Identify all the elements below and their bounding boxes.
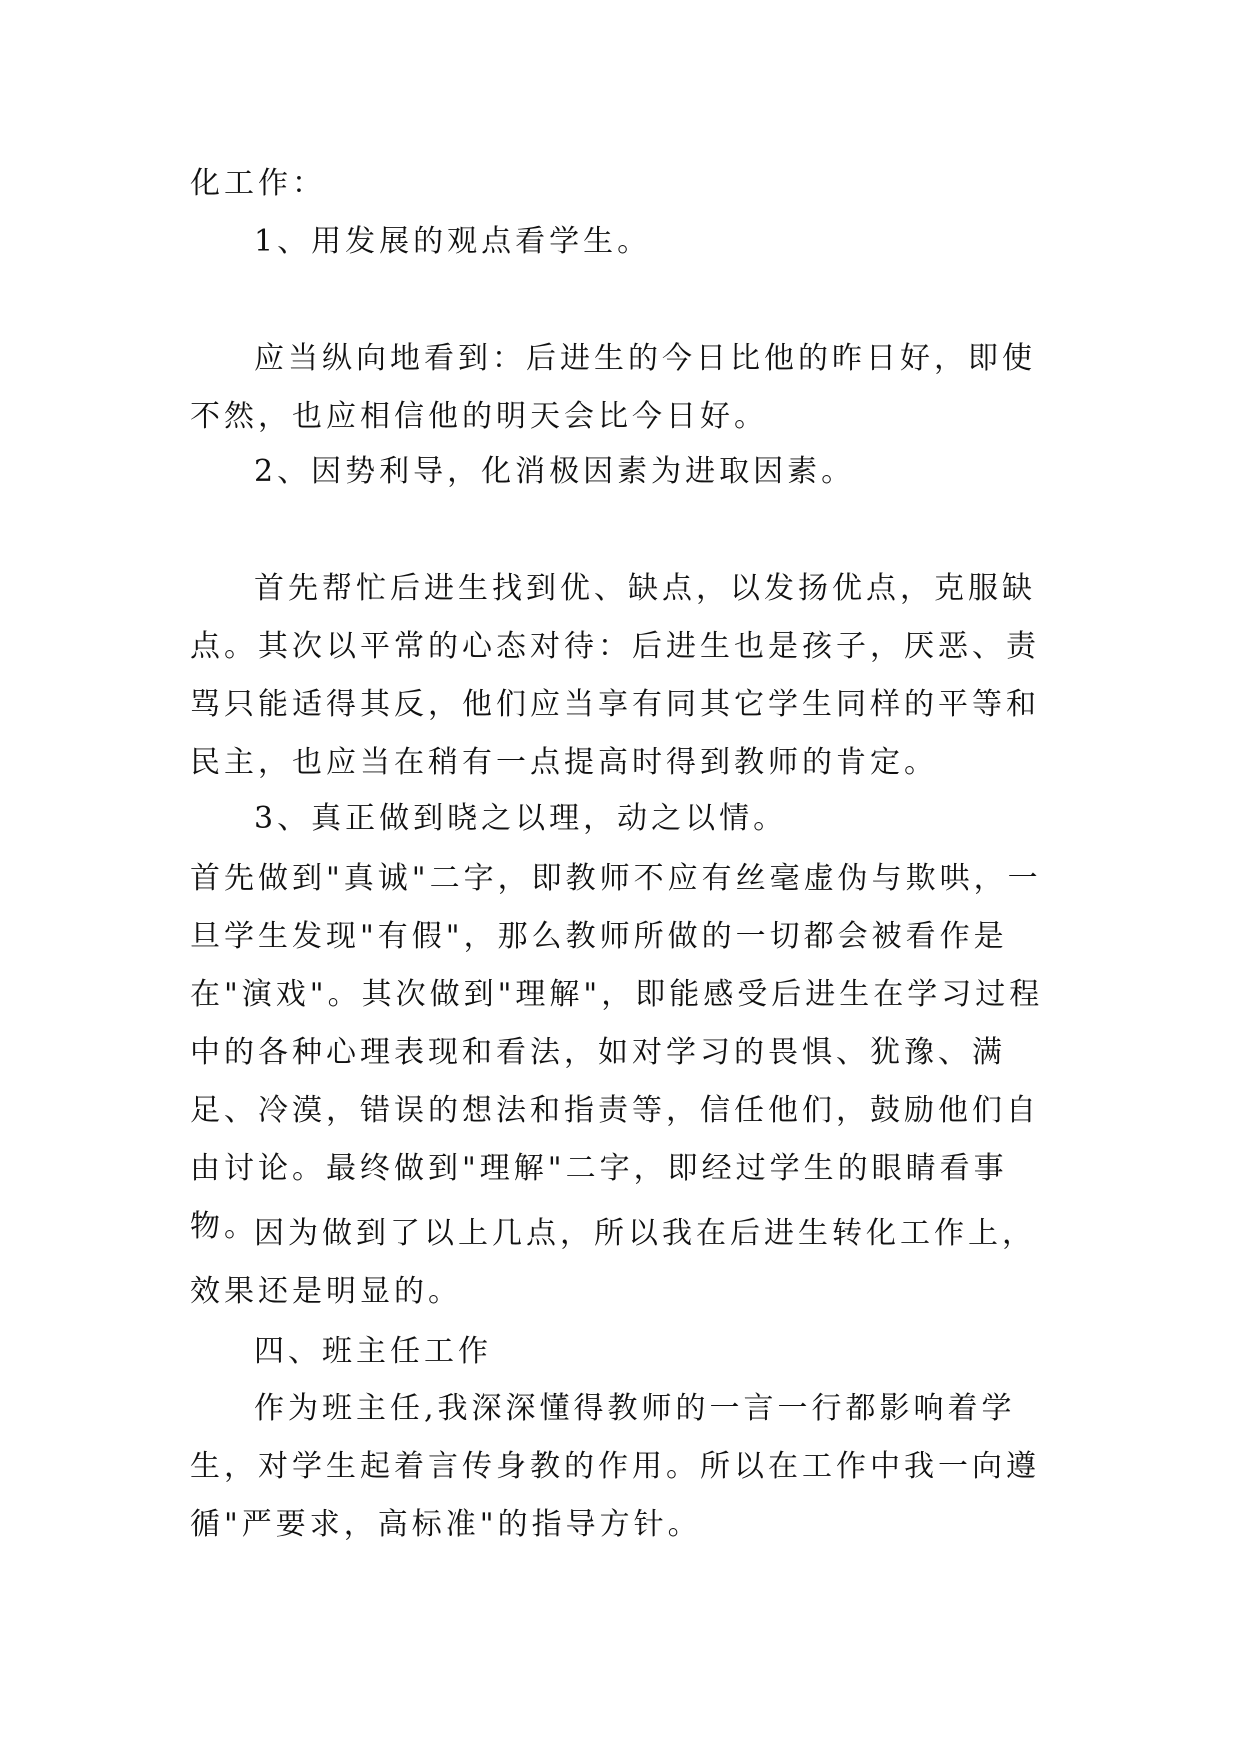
paragraph-point-1-body: 应当纵向地看到：后进生的今日比他的昨日好，即使不然，也应相信他的明天会比今日好。: [190, 341, 1036, 434]
paragraph-class-teacher: 作为班主任,我深深懂得教师的一言一行都影响着学生，对学生起着言传身教的作用。所以在工作中我一向遵循"严要求，高标准"的指导方针。: [190, 1391, 1040, 1542]
point-heading-3: 3、真正做到晓之以理，动之以情。: [254, 801, 788, 836]
point-heading-2: 2、因势利导，化消极因素为进取因素。: [254, 454, 856, 489]
paragraph-result: 因为做到了以上几点，所以我在后进生转化工作上，效果还是明显的。: [190, 1216, 1036, 1309]
paragraph-continuation: 化工作：: [190, 166, 326, 201]
section-heading-4: 四、班主任工作: [254, 1334, 492, 1369]
paragraph-point-3-body: 首先做到"真诚"二字，即教师不应有丝毫虚伪与欺哄，一旦学生发现"有假"，那么教师所做的一切都会被看作是在"演戏"。其次做到"理解"，即能感受后进生在学习过程中的各种心理表现和看法，如对学习的畏惧、犹豫、满足、冷漠，错误的想法和指责等，信任他们，鼓励他们自由讨论。最终做到"理解"二字，即经过学生的眼睛看事物。: [190, 861, 1044, 1244]
paragraph-point-2-body: 首先帮忙后进生找到优、缺点，以发扬优点，克服缺点。其次以平常的心态对待：后进生也是孩子，厌恶、责骂只能适得其反，他们应当享有同其它学生同样的平等和民主，也应当在稍有一点提高时得到教师的肯定。: [190, 571, 1040, 780]
point-heading-1: 1、用发展的观点看学生。: [254, 224, 652, 259]
